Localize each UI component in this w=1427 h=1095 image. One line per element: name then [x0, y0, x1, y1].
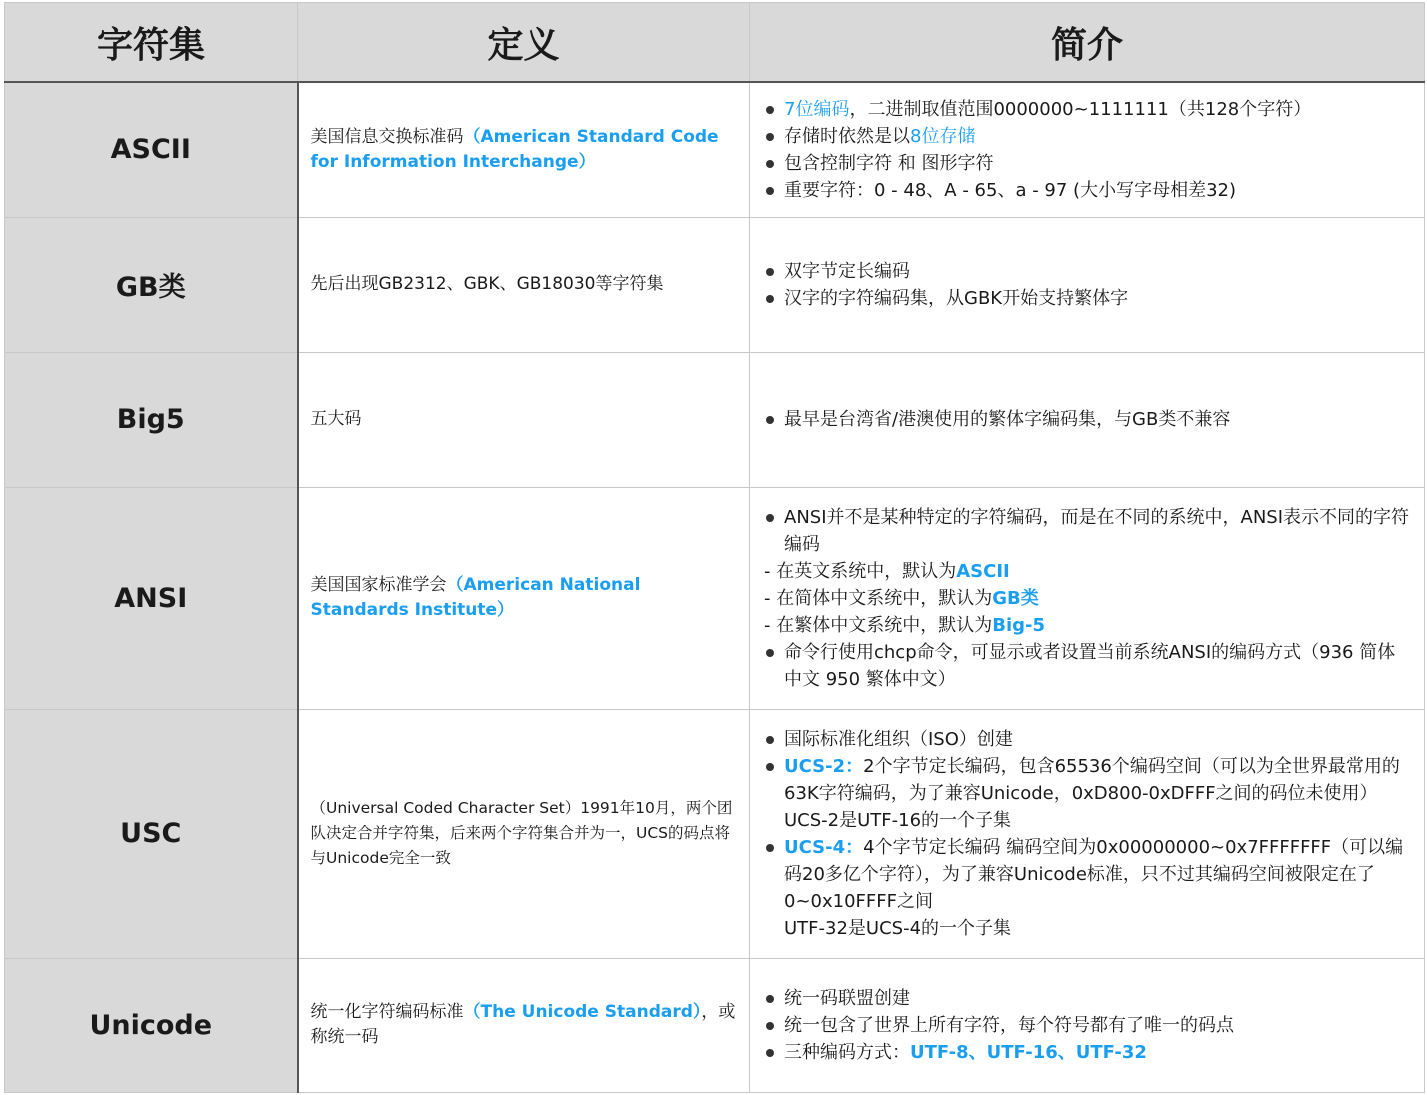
row-usc — [5, 709, 1425, 958]
charset-name: Big5 — [5, 352, 298, 487]
intro-text: 2个字节定长编码，包含65536个编码空间（可以为全世界最常用的63K字符编码，为了兼容Unicode，0xD800-0xDFFF之间的码位未使用）UCS-2是UTF-16的一个子集 — [784, 755, 1400, 831]
charset-definition: 五大码 — [298, 352, 750, 487]
definition-en: （American Standard Code for Information Interchange） — [310, 126, 719, 172]
charset-definition — [298, 82, 750, 217]
charset-intro — [750, 352, 1425, 487]
charset-name: GB类 — [5, 217, 298, 352]
header-definition: 定义 — [298, 3, 750, 83]
intro-item — [762, 1039, 1412, 1066]
charset-intro — [750, 217, 1425, 352]
intro-item — [762, 123, 1412, 150]
row-big5 — [5, 352, 1425, 487]
intro-text: - 在繁体中文系统中，默认为 — [764, 614, 993, 636]
charset-intro — [750, 487, 1425, 709]
charset-definition — [298, 487, 750, 709]
charset-definition — [298, 958, 750, 1092]
intro-item: 重要字符：0 - 48、A - 65、a - 97 (大小写字母相差32) — [762, 177, 1412, 204]
charset-definition: 先后出现GB2312、GBK、GB18030等字符集 — [298, 217, 750, 352]
charset-name: ANSI — [5, 487, 298, 709]
intro-subitem — [762, 585, 1412, 612]
highlight: 8位存储 — [910, 125, 976, 147]
intro-item: 统一包含了世界上所有字符，每个符号都有了唯一的码点 — [762, 1012, 1412, 1039]
row-ascii — [5, 82, 1425, 217]
highlight: Big-5 — [992, 614, 1045, 636]
intro-subitem — [762, 558, 1412, 585]
definition-cn: 美国国家标准学会 — [310, 575, 447, 595]
intro-text: - 在简体中文系统中，默认为 — [764, 587, 993, 609]
row-gb — [5, 217, 1425, 352]
highlight: ASCII — [956, 560, 1010, 582]
intro-item: 国际标准化组织（ISO）创建 — [762, 726, 1412, 753]
highlight: 7位编码 — [784, 98, 850, 120]
definition-cn: 美国信息交换标准码 — [310, 126, 464, 147]
intro-item — [762, 96, 1412, 123]
header-charset: 字符集 — [5, 3, 298, 83]
intro-item: ANSI并不是某种特定的字符编码，而是在不同的系统中，ANSI表示不同的字符编码 — [762, 504, 1412, 558]
highlight: UCS-2： — [784, 755, 864, 777]
intro-item: 汉字的字符编码集，从GBK开始支持繁体字 — [762, 285, 1412, 312]
intro-item — [762, 834, 1412, 942]
intro-subitem — [762, 612, 1412, 639]
charset-table — [4, 2, 1425, 1093]
intro-text: - 在英文系统中，默认为 — [764, 560, 957, 582]
definition-en: （American National Standards Institute） — [310, 575, 641, 620]
highlight: GB类 — [992, 587, 1039, 609]
highlight: UTF-8、UTF-16、UTF-32 — [910, 1041, 1147, 1063]
intro-text: UTF-32是UCS-4的一个子集 — [784, 917, 1012, 939]
intro-item — [762, 753, 1412, 834]
highlight: UCS-4： — [784, 836, 864, 858]
row-unicode — [5, 958, 1425, 1092]
intro-item: 最早是台湾省/港澳使用的繁体字编码集，与GB类不兼容 — [762, 406, 1412, 433]
intro-item: 包含控制字符 和 图形字符 — [762, 150, 1412, 177]
intro-text: 三种编码方式： — [784, 1041, 910, 1063]
definition-cn: 统一化字符编码标准 — [310, 1002, 464, 1022]
intro-item: 统一码联盟创建 — [762, 985, 1412, 1012]
intro-item: 命令行使用chcp命令，可显示或者设置当前系统ANSI的编码方式（936 简体中文 950 繁体中文） — [762, 639, 1412, 693]
charset-name: ASCII — [5, 82, 298, 217]
header-intro: 简介 — [750, 3, 1425, 83]
definition-tail: ，或称统一码 — [310, 1002, 736, 1047]
charset-intro — [750, 709, 1425, 958]
charset-name: USC — [5, 709, 298, 958]
charset-definition — [298, 709, 750, 958]
row-ansi — [5, 487, 1425, 709]
definition-text: （Universal Coded Character Set）1991年10月，两个团队决定合并字符集，后来两个字符集合并为一，UCS的码点将与Unicode完全一致 — [310, 799, 733, 867]
intro-text: ，二进制取值范围0000000~1111111（共128个字符） — [849, 98, 1312, 120]
definition-en: （The Unicode Standard） — [463, 1002, 702, 1022]
charset-intro — [750, 958, 1425, 1092]
intro-text: 4个字节定长编码 编码空间为0x00000000~0x7FFFFFFF（可以编码20多亿个字符），为了兼容Unicode标准，只不过其编码空间被限定在了0~0x10FFFF之间 — [784, 836, 1404, 912]
charset-name: Unicode — [5, 958, 298, 1092]
charset-intro — [750, 82, 1425, 217]
header-row — [5, 3, 1425, 83]
intro-text: 存储时依然是以 — [784, 125, 910, 147]
intro-item: 双字节定长编码 — [762, 258, 1412, 285]
